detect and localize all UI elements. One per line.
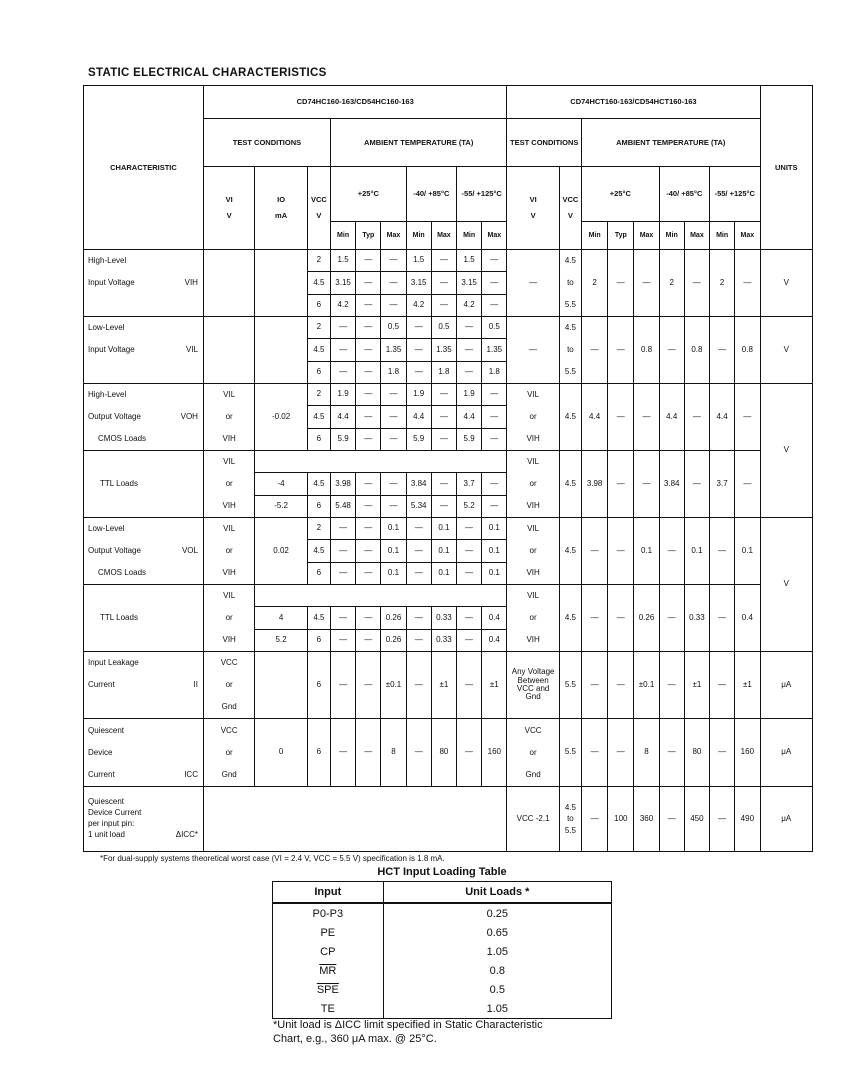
max-header: Max	[634, 222, 659, 250]
max-header: Max	[381, 222, 406, 250]
table-row: High-Level Output Voltage VOH CMOS Loads VIL or VIH -0.02 2 1.9 — — 1.9 — 1.9 — VIL or VIH 4.5 4.4 — — 4.4 — 4.4 — V	[84, 384, 813, 406]
hc-group-header: CD74HC160-163/CD54HC160-163	[203, 86, 506, 119]
table-row: $\overline{MR}$ 0.8	[273, 961, 612, 980]
unit-loads-header: Unit Loads *	[383, 882, 611, 904]
ii-label: Input Leakage Current II	[84, 652, 204, 719]
table-row: Quiescent Device Current ICC VCC or Gnd 0 6 — — 8 — 80 — 160 VCC or Gnd 5.5 — — 8 — 80 — 160 μA	[84, 719, 813, 787]
table-row: 4 4.5 — — 0.26 — 0.33 — 0.4	[84, 607, 813, 629]
hc-t25-header: +25°C	[330, 167, 406, 222]
dicc-label: Quiescent Device Current per input pin: 1 unit load ΔICC*	[84, 787, 204, 852]
table-row: Quiescent Device Current per input pin: 1 unit load ΔICC* VCC -2.1 4.5 to 5.5 — 100 360 — 450 — 490 μA	[84, 787, 813, 852]
hct-t85-header: -40/ +85°C	[659, 167, 709, 222]
units-header: UNITS	[760, 86, 813, 250]
table-row: TTL Loads VIL or VIH VIL or VIH 4.5 3.98 — — 3.84 — 3.7 —	[84, 451, 813, 473]
table-row: 6 5.9 — — 5.9 — 5.9 —	[84, 428, 813, 450]
voh-ttl-label: TTL Loads	[84, 451, 204, 518]
max-header: Max	[684, 222, 709, 250]
table-row: $\overline{SPE}$ 0.5	[273, 980, 612, 999]
min-header: Min	[457, 222, 482, 250]
max-header: Max	[482, 222, 507, 250]
vol-ttl-label: TTL Loads	[84, 585, 204, 652]
max-header: Max	[431, 222, 456, 250]
table-row: Input Leakage Current II VCC or Gnd 6 — — ±0.1 — ±1 — ±1 Any Voltage Between VCC and Gnd 5.5 — — ±0.1 — ±1 — ±1 μA	[84, 652, 813, 719]
vol-label: Low-Level Output Voltage VOL CMOS Loads	[84, 518, 204, 585]
table-row: 4.5 4.4 — — 4.4 — 4.4 —	[84, 406, 813, 428]
min-header: Min	[710, 222, 735, 250]
table-row: TE 1.05	[273, 999, 612, 1019]
hc-ambient-header: AMBIENT TEMPERATURE (TA)	[330, 119, 506, 167]
table-row: Low-Level Input Voltage VIL 2 — — 0.5 — 0.5 — 0.5 — 4.5 to 5.5 — — 0.8 — 0.8 — 0.8 V	[84, 317, 813, 339]
unit-load-note: *Unit load is ΔICC limit specified in Static Characteristic Chart, e.g., 360 μA max. @ 25°C.	[273, 1019, 543, 1046]
table-row: 4.5 — — 0.1 — 0.1 — 0.1	[84, 540, 813, 562]
hct-t125-header: -55/ +125°C	[710, 167, 760, 222]
hct-loading-table	[272, 881, 612, 1019]
hc-t125-header: -55/ +125°C	[457, 167, 507, 222]
table-row: CP 1.05	[273, 942, 612, 961]
hct-ambient-header: AMBIENT TEMPERATURE (TA)	[582, 119, 761, 167]
page-title: STATIC ELECTRICAL CHARACTERISTICS	[88, 67, 327, 79]
typ-header: Typ	[356, 222, 381, 250]
table-row: -5.2 6 5.48 — — 5.34 — 5.2 —	[84, 495, 813, 517]
vil-label: Low-Level Input Voltage VIL	[84, 317, 204, 384]
table-row: PE 0.65	[273, 923, 612, 942]
min-header: Min	[582, 222, 608, 250]
typ-header: Typ	[608, 222, 634, 250]
table-row: P0-P3 0.25	[273, 903, 612, 923]
min-header: Min	[406, 222, 431, 250]
min-header: Min	[330, 222, 355, 250]
hc-vi-header: VI V	[203, 167, 254, 250]
hc-io-header: IO mA	[255, 167, 307, 250]
table-row: TTL Loads VIL or VIH VIL or VIH 4.5 — — 0.26 — 0.33 — 0.4	[84, 585, 813, 607]
icc-label: Quiescent Device Current ICC	[84, 719, 204, 787]
hc-test-conditions-header: TEST CONDITIONS	[203, 119, 330, 167]
max-header: Max	[735, 222, 760, 250]
table-row: 6 — — 0.1 — 0.1 — 0.1	[84, 562, 813, 584]
table-row: 5.2 6 — — 0.26 — 0.33 — 0.4	[84, 629, 813, 651]
table-row: 4.5 — — 1.35 — 1.35 — 1.35	[84, 339, 813, 361]
hct-vi-header: VI V	[507, 167, 559, 250]
dual-supply-footnote: *For dual-supply systems theoretical worst case (VI = 2.4 V, VCC = 5.5 V) specification is 1.8 mA.	[100, 854, 445, 863]
hct-t25-header: +25°C	[582, 167, 660, 222]
hct-group-header: CD74HCT160-163/CD54HCT160-163	[507, 86, 760, 119]
min-header: Min	[659, 222, 684, 250]
hct-loading-table-title: HCT Input Loading Table	[377, 866, 507, 878]
table-row: 6 4.2 — — 4.2 — 4.2 —	[84, 294, 813, 316]
hc-vcc-header: VCC V	[307, 167, 330, 250]
static-characteristics-table	[83, 85, 813, 852]
voh-label: High-Level Output Voltage VOH CMOS Loads	[84, 384, 204, 451]
hc-t85-header: -40/ +85°C	[406, 167, 456, 222]
characteristic-header: CHARACTERISTIC	[84, 86, 204, 250]
input-header: Input	[273, 882, 384, 904]
hct-test-conditions-header: TEST CONDITIONS	[507, 119, 582, 167]
table-row: 4.5 3.15 — — 3.15 — 3.15 —	[84, 272, 813, 294]
hct-vcc-header: VCC V	[559, 167, 581, 250]
vih-label: High-Level Input Voltage VIH	[84, 250, 204, 317]
table-row: 6 — — 1.8 — 1.8 — 1.8	[84, 361, 813, 383]
table-row: High-Level Input Voltage VIH 2 1.5 — — 1.5 — 1.5 — — 4.5 to 5.5 2 — — 2 — 2 — V	[84, 250, 813, 272]
table-row: -4 4.5 3.98 — — 3.84 — 3.7 —	[84, 473, 813, 495]
table-row: Low-Level Output Voltage VOL CMOS Loads VIL or VIH 0.02 2 — — 0.1 — 0.1 — 0.1 VIL or VIH 4.5 — — 0.1 — 0.1 — 0.1 V	[84, 518, 813, 540]
